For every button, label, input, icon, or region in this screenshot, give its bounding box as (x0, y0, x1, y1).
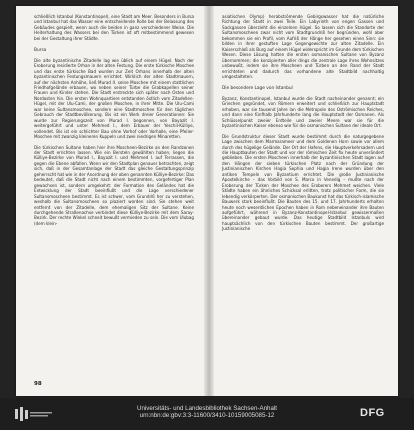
footer-urn[interactable]: urn:nbn:de:gbv:3:3-11600/3410-10159005085-12 (139, 412, 275, 420)
section-heading-istanbul: Die besondere Lage von Istanbul (222, 86, 293, 92)
footer-library-name: Universitäts- und Landesbibliothek Sachsen-Anhalt (137, 405, 277, 412)
section-heading-bursa: Bursa (34, 48, 47, 54)
left-paragraph-2: Die alte byzantinische Zitadelle lag wie üblich auf einem Hügel. Nach der Eroberung residierte Orhan in der alten Festung. Die erste türkische Moschee und das erste türkische Bad wurden zur Zeit Orhans innerhalb der alten byzantinischen Festungsmauern errichtet. Wirklich der alten Stadtmauern, auf der nächsten Anhöhe, ließ Murad II. seine Moschee mit einem stattlichen Friedhofgelände erbauen, wo neben seiner Türbe die Grabkapellen seiner Frauen und Kinder stehen. Die Stadt erstreckte sich später nach Osten und Nordosten hin. Die ersten Wohnquartiere entstanden östlich vom Zitadellen-Hügel, mit der Ulu-Cami, der großen Moschee, in ihrer Mitte. Die Ulu-Cami war keine Sultansmoschee, sondern eine Stadtmoschee für den täglichen Gebrauch der Stadtbevölkerung. Bis ist ein Werk dreier Generationen: Sie wurde zur Regierungszeit von Murad I. begonnen, von Bayazit I. weitergeführt und unter Mehmed I., dem Erbauer der Yeschil-Külliye, vollendet. Bis ist ein schlichter Bau ohne Vorhof oder Vorhalle, eine Pfeiler-Moschee mit zwanzig kleineren Kuppeln und zwei niedrigen Minaretten. (34, 57, 194, 140)
page-gutter (204, 6, 214, 396)
left-paragraph-3: Die türkischen Sultane haben hier ihre Moscheen-Bezirke an den Randzonen der Stadt errichten lassen. Wie ein Bersteln gewählten haben, liegen die Külliye-Bezirke von Murad I., Bayazit I. und Mehmed I. auf Terrassen, die gegen die Ebene abfallen. Wenn wir den Stadtplan genauer betrachten, zeigt sich, daß in der Gesamtanlage der Stadt das gleiche Gestaltungsprinzip geherrscht hat wie in der Anordnung der oben genannten Külliye-Bezirke: Das bedeutet, daß die Stadt nicht nach einem bestimmten, vorgefertiger Plan gewachsen ist, sondern umgekehrt: der Formation des Geländes hat die Entwicklung der Stadt beeinflußt und die Lage verschiedener Sultansmoscheen bestimmt. Es ist schwer, vom Grundriß her zu verstehen, weshalb die Sultansmoscheen so plaziert worden sind. Sie stehen weit entfernt von der Zitadelle, dem ehemaligen Sitz der Sultane. Keine durchgehende Straßenachse verbindet diese Külliye-Bezirke mit dem Saray-Bezirk. Der rechte Winkel schneit bewußt vermieden zu sein. Die vom Ulubag (dem klein- (34, 144, 194, 226)
viewer-footer (0, 398, 414, 430)
right-paragraph-2: Byzanz, Konstantinopel, Istanbul wurde die Stadt nacheinander genannt; ein Griechen gegründet, von Römern erweitert und schließlich zur Hauptstadt erhoben, war sie tausend Jahre lan die Metropole des Oströmischen Reiches, und dann eine fünfhalb Jahrhunderte lang die Hauptstadt der Osmanen. Als Schlüsselpunkt zweier Erdteile und zweier Meere war sie für die byzantinischen Kaiser ebenso wie für die osmanischen Sultane der ideale Ort. (222, 95, 384, 129)
right-column (222, 14, 384, 237)
book-page-spread (16, 6, 398, 396)
left-paragraph-1: schließlich Istanbul (Konstantinopel), eine Stadt am Meer. Besonders in Bursa und Istanbul hat das Wasser eine entscheidende Rolle bei der Belassung des Gebäudes gespielt, wenn auch die beiden in ganz verschiedener Weise. Die Heiterhaltung des Wassers bei den Türken ist oft mitbestimmend gewesen bei der Gestaltung ihrer Städte. (34, 14, 194, 41)
right-paragraph-3: Die Grundstruktur dieser Stadt wurde bestimmt durch die naturgegebene Lage zwischen dem Marmarameer und dem Goldenen Horn sowie vor allem durch des hügelige Gelände. Der Ort der Hafens, die Hauptverkehrsadern und die Hauptbauten der Stadt und vor der römischen Zeit fix heute unverändert geblieben. Die ersten Moscheen innerhalb der byzantinischen Stadt lagen auf den Hängen der sieben türkischen Platz nach der Gründung der Justinianischen Kirchen Hagia Sophia und Hagia Irene wurden über den antiken Tempeln von Byzantium errichtet. Die große Justinianische Apostelkirche – das Vorbild von S. Marco in Venedig – mußte nach der Eroberung der Türken der Moschee des Eroberers Mehmet weichen. Viele Städte haben ein ähnliches Schicksal erlitten, trotz politischer Form, die sie lebendig verkörperten. Der osmanischen Baukunst hat das türkisch-islamische Bauwerk stark beeinflußt. Die Bauten des 15. und 17. Jahrhunderts erhalten heute noch wesentlichen Epochen haben in Rom nebeneinander ihre Bauten aufgeführt, während in Byzanz-Konstantinopel-Istanbul gewissermaßen übereinander gebaut wurde. Das heutige Stadtbild Istanbuls wird hauptsächlich von den türkischen Bauten bestimmt. Der großartige Justinianische (222, 133, 384, 232)
right-paragraph-1: asiatischen Olymp) herabströmende Gebirgswasser hat die natürliche Richtung der Stadt in zwei Teile. Ein Labyrinth von engen Gassen und Sackgassen überzieht die einzelnen Hügel. So lassen sich die Standorte der Sultansmoscheen zwar nicht vom Stadtgrundriß her begründen, wohl aber bekommen sie ein Profil, vom Aufriß der Hänge her gesehen einen Sinn: sie bilden in ihrer gestuften Lage Gegengewichte zur alten Zitadelle. Ein Kaiserschloß als Burg auf einem Hügel widerspricht im Grunde dem türkischen Wesen. Diese Lösung hatten die ersten osmanischen Sultane von Byzanz übernommen; die konzipierten aller dings die zentrale Lage ihres Wohnsitzes unbewußt, indem sie ihre Moscheen und Türben an den Rand der Stadt errichteten und dadurch das vorhandene alte Stadtbild nachhaltig umgestalteten. (222, 14, 384, 79)
dfg-logo: DFG (360, 407, 385, 419)
footer-credit (0, 405, 414, 419)
page-number: 98 (34, 381, 42, 387)
left-column (34, 14, 194, 231)
